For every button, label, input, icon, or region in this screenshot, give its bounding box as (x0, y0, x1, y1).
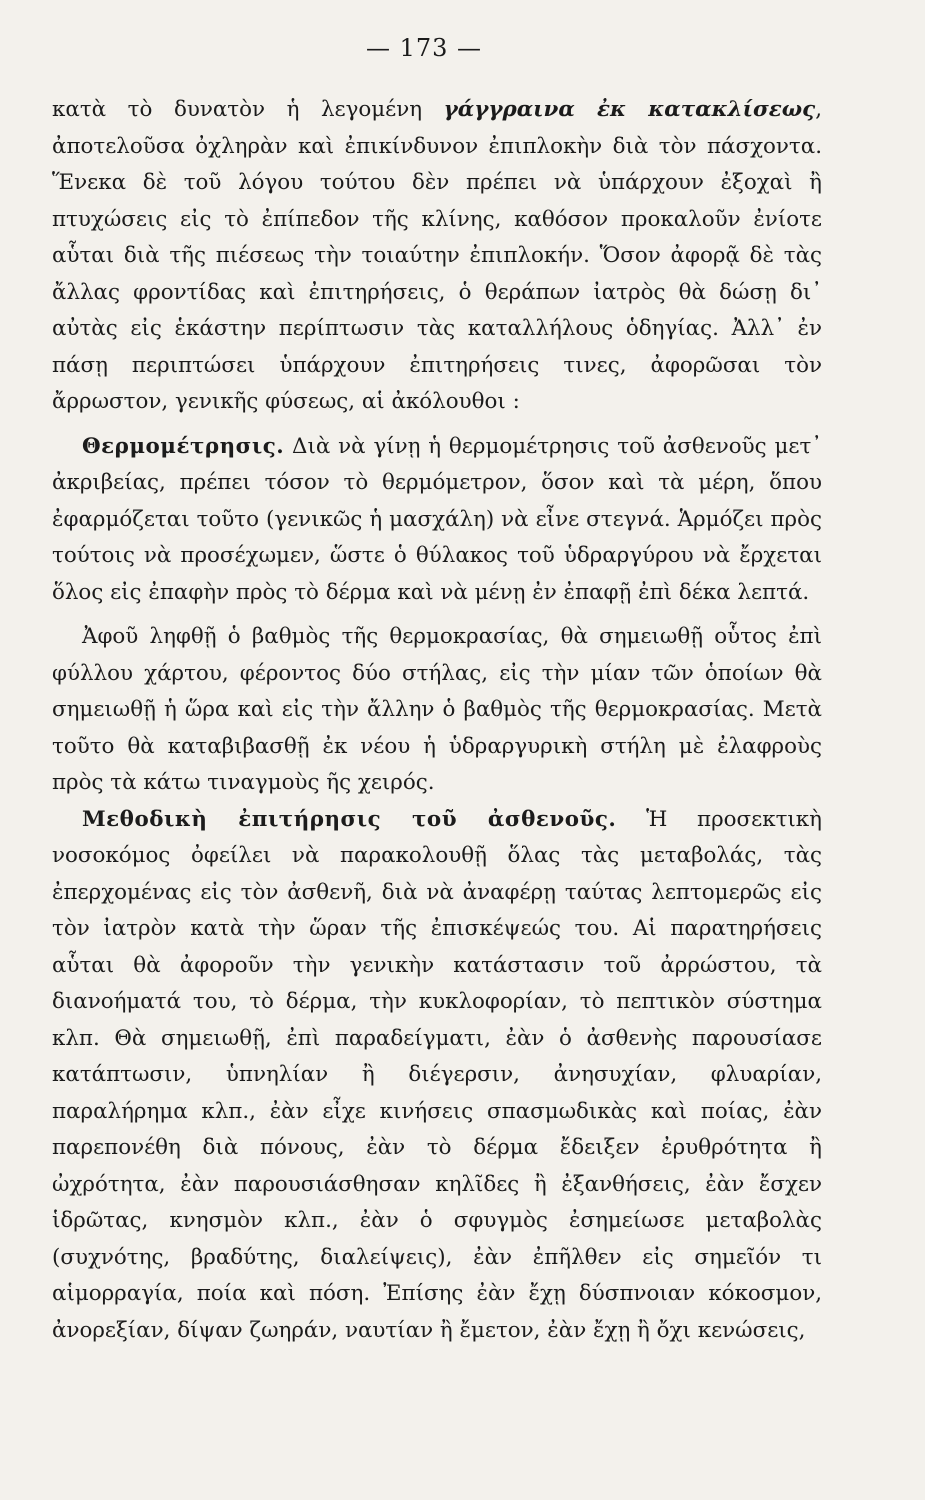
term-bedsore: γάγγραινα ἐκ κατακλίσεως (443, 97, 816, 122)
spacer (52, 611, 822, 619)
paragraph-patient-observation (52, 802, 822, 1350)
body-text (52, 92, 822, 1349)
spacer (52, 421, 822, 429)
paragraph-temperature-record-text: Ἀφοῦ ληφθῇ ὁ βαθμὸς τῆς θερμοκρασίας, θὰ σημειωθῇ οὗτος ἐπὶ φύλλου χάρτου, φέροντος δύο στήλας, εἰς τὴν μίαν τῶν ὁποίων θὰ σημειωθῇ ἡ ὥρα καὶ εἰς τὴν ἄλλην ὁ βαθμὸς τῆς θερμοκρασίας. Μετὰ τοῦτο θὰ καταβιβασθῇ ἐκ νέου ἡ ὑδραργυρικὴ στήλη μὲ ἐλαφροὺς πρὸς τὰ κάτω τιναγμοὺς ῆς χειρός. (52, 624, 822, 795)
paragraph-thermometry (52, 429, 822, 612)
paragraph-rest: , ἀποτελοῦσα ὀχληρὰν καὶ ἐπικίνδυνον ἐπιπλοκὴν διὰ τὸν πάσχοντα. Ἕνεκα δὲ τοῦ λόγου τούτου δὲν πρέπει νὰ ὑπάρχουν ἐξοχαὶ ἢ πτυχώσεις εἰς τὸ ἐπίπεδον τῆς κλίνης, καθόσον προκαλοῦν ἐνίοτε αὗται διὰ τῆς πιέσεως τὴν τοιαύτην ἐπιπλοκήν. Ὅσον ἀφορᾷ δὲ τὰς ἄλλας φροντίδας καὶ ἐπιτηρήσεις, ὁ θεράπων ἰατρὸς θὰ δώσῃ δι᾽ αὐτὰς εἰς ἑκάστην περίπτωσιν τὰς καταλλήλους ὁδηγίας. Ἀλλ᾽ ἐν πάσῃ περιπτώσει ὑπάρχουν ἐπιτηρήσεις τινες, ἀφορῶσαι τὸν ἄρρωστον, γενικῆς φύσεως, αἱ ἀκόλουθοι : (52, 97, 822, 414)
paragraph-thermometry-text: Διὰ νὰ γίνῃ ἡ θερμομέτρησις τοῦ ἀσθενοῦς μετ᾽ ἀκριβείας, πρέπει τόσον τὸ θερμόμετρον, ὅσον καὶ τὰ μέρη, ὅπου ἐφαρμόζεται τοῦτο (γενικῶς ἡ μασχάλη) νὰ εἶνε στεγνά. Ἁρμόζει πρὸς τούτοις νὰ προσέχωμεν, ὥστε ὁ θύλακος τοῦ ὑδραργύρου νὰ ἔρχεται ὅλος εἰς ἐπαφὴν πρὸς τὸ δέρμα καὶ νὰ μένῃ ἐν ἐπαφῇ ἐπὶ δέκα λεπτά. (52, 433, 822, 605)
heading-thermometry: Θερμομέτρησις. (82, 433, 285, 459)
page-number: — 173 — (365, 34, 483, 62)
heading-patient-observation: Μεθοδικὴ ἐπιτήρησις τοῦ ἀσθενοῦς. (82, 806, 617, 832)
paragraph-temperature-record (52, 619, 822, 802)
paragraph-lead: κατὰ τὸ δυνατὸν ἡ λεγομένη (52, 97, 444, 122)
paragraph-patient-observation-text: Ἡ προσεκτικὴ νοσοκόμος ὀφείλει νὰ παρακολουθῇ ὅλας τὰς μεταβολάς, τὰς ἐπερχομένας εἰς τὸν ἀσθενῆ, διὰ νὰ ἀναφέρῃ ταύτας λεπτομερῶς εἰς τὸν ἰατρὸν κατὰ τὴν ὥραν τῆς ἐπισκέψεώς του. Αἱ παρατηρήσεις αὗται θὰ ἀφοροῦν τὴν γενικὴν κατάστασιν τοῦ ἀρρώστου, τὰ διανοήματά του, τὸ δέρμα, τὴν κυκλοφορίαν, τὸ πεπτικὸν σύστημα κλπ. Θὰ σημειωθῇ, ἐπὶ παραδείγματι, ἐὰν ὁ ἀσθενὴς παρουσίασε κατάπτωσιν, ὑπνηλίαν ἢ διέγερσιν, ἀνησυχίαν, φλυαρίαν, παραλήρημα κλπ., ἐὰν εἶχε κινήσεις σπασμωδικὰς καὶ ποίας, ἐὰν παρεπονέθη διὰ πόνους, ἐὰν τὸ δέρμα ἔδειξεν ἐρυθρότητα ἢ ὠχρότητα, ἐὰν παρουσιάσθησαν κηλῖδες ἢ ἐξανθήσεις, ἐὰν ἔσχεν ἱδρῶτας, κνησμὸν κλπ., ἐὰν ὁ σφυγμὸς ἐσημείωσε μεταβολὰς (συχνότης, βραδύτης, διαλείψεις), ἐὰν ἐπῆλθεν εἰς σημεῖόν τι αἱμορραγία, ποία καὶ πόση. Ἐπίσης ἐὰν ἔχῃ δύσπνοιαν κόκοσμον, ἀνορεξίαν, δίψαν ζωηράν, ναυτίαν ἢ ἔμετον, ἐὰν ἔχῃ ἢ ὄχι κενώσεις, (52, 806, 822, 1343)
paragraph-bed-care (52, 92, 822, 421)
